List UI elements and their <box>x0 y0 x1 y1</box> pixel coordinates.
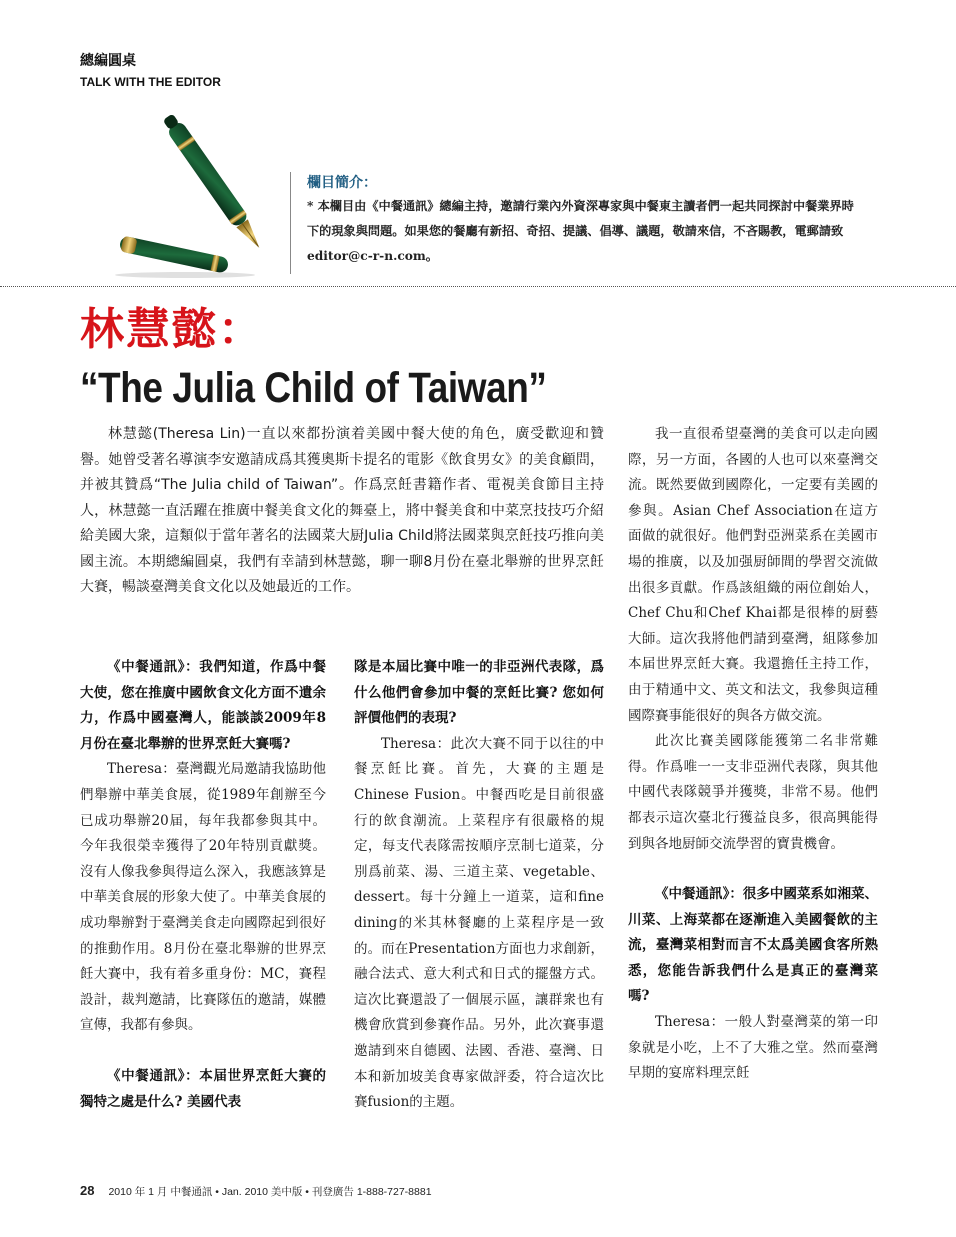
article-column-3 <box>628 422 878 1087</box>
headline-chinese: 林慧懿： <box>80 304 264 355</box>
headline-english: “The Julia Child of Taiwan” <box>80 364 547 412</box>
answer-3: Theresa：一般人對臺灣菜的第一印象就是小吃，上不了大雅之堂。然而臺灣早期的宴席料理烹飪 <box>628 1014 878 1082</box>
page-number: 28 <box>80 1183 95 1198</box>
footer-text: 2010 年 1 月 中餐通訊 • Jan. 2010 美中版 • 刊登廣告 1-888-727-8881 <box>108 1186 432 1198</box>
column-intro-box <box>290 172 860 274</box>
paragraph-gap <box>628 857 878 882</box>
intro-title: 欄目簡介： <box>307 175 377 191</box>
section-title: 總編圓桌 <box>80 53 136 69</box>
page-footer <box>80 1183 432 1199</box>
question-3: 《中餐通訊》：很多中國菜系如湘菜、川菜、上海菜都在逐漸進入美國餐飲的主流，臺灣菜相對而言不太爲美國食客所熟悉，您能告訴我們什么是真正的臺灣菜嗎? <box>628 886 878 1005</box>
question-2: 《中餐通訊》：本届世界烹飪大賽的獨特之處是什么? 美國代表 <box>80 1067 326 1110</box>
answer-1: Theresa：臺灣觀光局邀請我協助他們舉辦中華美食展，從1989年創辦至今已成功舉辦20届，每年我都參與其中。今年我很榮幸獲得了20年特別貢獻獎。沒有人像我參與得這么深入，我應該算是中華美食展的形象大使了。中華美食展的成功舉辦對于臺灣美食走向國際起到很好的推動作用。8月份在臺北舉辦的世界烹飪大賽中，我有着多重身份：MC，賽程設計，裁判邀請，比賽隊伍的邀請，媒體宣傳，我都有參與。 <box>80 761 326 1034</box>
article-column-1 <box>80 655 326 1115</box>
answer-2-paragraph-3: 此次比賽美國隊能獲第二名非常難得。作爲唯一一支非亞洲代表隊，與其他中國代表隊競爭并獲獎，非常不易。他們都表示這次臺北行獲益良多，很高興能得到與各地厨師交流學習的寶貴機會。 <box>628 733 878 852</box>
dotted-divider <box>0 286 956 287</box>
article-column-2 <box>354 655 604 1116</box>
fountain-pen-image <box>100 110 300 280</box>
intro-text: * 本欄目由《中餐通訊》總編主持，邀請行業內外資深專家與中餐東主讀者們一起共同探討中餐業界時下的現象與問題。如果您的餐廳有新招、奇招、提議、倡導、議題，敬請來信，不吝賜教，電郵請致editor@c-r-n.com。 <box>307 199 854 263</box>
paragraph-gap <box>80 1039 326 1064</box>
answer-2-paragraph-2: 我一直很希望臺灣的美食可以走向國際，另一方面，各國的人也可以來臺灣交流。既然要做到國際化，一定要有美國的參與。Asian Chef Association在這方面做的就很好。他們對亞洲菜系在美國市場的推廣，以及加强厨師間的學習交流做出很多貢獻。作爲該組織的兩位創始人，Chef Chu和Chef Khai都是很棒的厨藝大師。這次我將他們請到臺灣，組隊參加本届世界烹飪大賽。我還擔任主持工作，由于精通中文、英文和法文，我參與這種國際賽事能很好的與各方做交流。 <box>628 426 878 724</box>
section-subtitle: TALK WITH THE EDITOR <box>80 75 221 89</box>
answer-2: Theresa：此次大賽不同于以往的中餐烹飪比賽。首先，大賽的主題是Chinese Fusion。中餐西吃是目前很盛行的飲食潮流。上菜程序有很嚴格的規定，每支代表隊需按順序烹制七道菜，分別爲前菜、湯、三道主菜、vegetable、dessert。每十分鐘上一道菜，這和fine dining的米其林餐廳的上菜程序是一致的。而在Presentation方面也力求創新，融合法式、意大利式和日式的擺盤方式。這次比賽還設了一個展示區，讓群衆也有機會欣賞到參賽作品。另外，此次賽事還邀請到來自德國、法國、香港、臺灣、日本和新加坡美食專家做評委，符合這次比賽fusion的主題。 <box>354 735 604 1111</box>
question-2-continued: 隊是本屆比賽中唯一的非亞洲代表隊，爲什么他們會參加中餐的烹飪比賽? 您如何評價他們的表現? <box>354 659 604 727</box>
lead-paragraph: 林慧懿(Theresa Lin)一直以來都扮演着美國中餐大使的角色，廣受歡迎和贊譽。她曾受著名導演李安邀請成爲其獲奧斯卡提名的電影《飲食男女》的美食顧問，并被其贊爲“The Julia child of Taiwan”。作爲烹飪書籍作者、電視美食節目主持人，林慧懿一直活躍在推廣中餐美食文化的舞臺上，將中餐美食和中菜烹技技巧介紹給美國大衆，這類似于當年著名的法國菜大厨Julia Child將法國菜與烹飪技巧推向美國主流。本期總編圓桌，我們有幸請到林慧懿，聊一聊8月份在臺北舉辦的世界烹飪大賽，暢談臺灣美食文化以及她最近的工作。 <box>80 426 604 595</box>
question-1: 《中餐通訊》：我們知道，作爲中餐大使，您在推廣中國飲食文化方面不遺余力，作爲中國臺灣人，能談談2009年8月份在臺北舉辦的世界烹飪大賽嗎? <box>80 659 326 752</box>
